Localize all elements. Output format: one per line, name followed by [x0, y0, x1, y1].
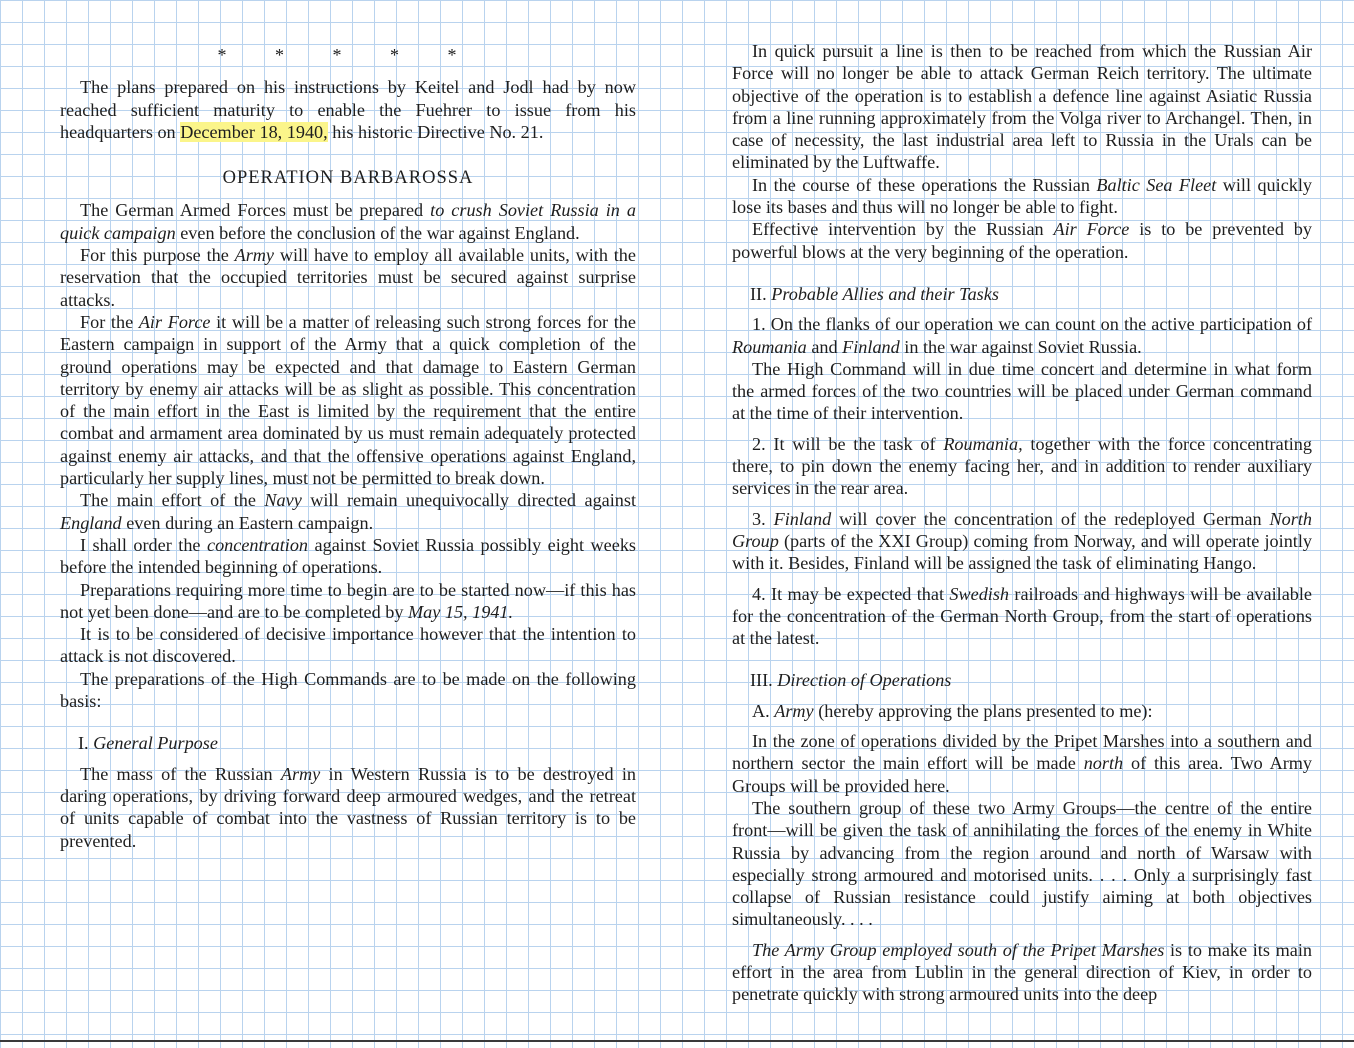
- paragraph: The High Command will in due time concert and determine in what form the armed forces of the two countries will be placed under German command at the time of their intervention.: [732, 358, 1312, 424]
- right-page: [732, 40, 1312, 1006]
- paragraph: 4. It may be expected that Swedish railroads and highways will be available for the concentration of the German North Group, from the start of operations at the latest.: [732, 583, 1312, 649]
- paragraph: In the zone of operations divided by the Pripet Marshes into a southern and northern sector the main effort will be made north of this area. Two Army Groups will be provided here.: [732, 731, 1312, 796]
- paragraph: 3. Finland will cover the concentration of the redeployed German North Group (parts of the XXI Group) coming from Norway, and will operate jointly with it. Besides, Finland will be assigned the task of eliminating Hango.: [732, 508, 1312, 574]
- section-heading-operations: III. Direction of Operations: [750, 670, 952, 691]
- paragraph: Effective intervention by the Russian Air Force is to be prevented by powerful blows at the very beginning of the operation.: [732, 219, 1312, 262]
- paragraph: The German Armed Forces must be prepared to crush Soviet Russia in a quick campaign even before the conclusion of the war against England.: [60, 200, 636, 243]
- section-heading-allies: II. Probable Allies and their Tasks: [750, 283, 999, 304]
- paragraph: 1. On the flanks of our operation we can count on the active participation of Roumania and Finland in the war against Soviet Russia.: [732, 314, 1312, 357]
- paragraph: In the course of these operations the Russian Baltic Sea Fleet will quickly lose its bases and thus will no longer be able to fight.: [732, 174, 1313, 218]
- section-heading-general-purpose: I. General Purpose: [78, 733, 218, 754]
- paragraph: For this purpose the Army will have to employ all available units, with the reservation that the occupied territories must be secured against surprise attacks.: [60, 245, 636, 310]
- paragraph: A. Army (hereby approving the plans presented to me):: [752, 700, 1153, 721]
- paragraph: It is to be considered of decisive importance however that the intention to attack is not discovered.: [60, 624, 636, 667]
- paragraph: In quick pursuit a line is then to be reached from which the Russian Air Force will no longer be able to attack German Reich territory. The ultimate objective of the operation is to establish a defence line against Asiatic Russia from a line running approximately from the Volga river to Archangel. Then, in case of necessity, the last industrial area left to Russia in the Urals can be eliminated by the Luftwaffe.: [732, 41, 1312, 173]
- highlighted-date: December 18, 1940,: [180, 121, 328, 142]
- paragraph: The southern group of these two Army Groups—the centre of the entire front—will be given the task of annihilating the forces of the enemy in White Russia by advancing from the region around and north of Warsaw with especially strong armoured and motorised units. . . . Only a surprisingly fast collapse of Russian resistance could justify aiming at both objectives simultaneously. . . .: [732, 797, 1312, 930]
- left-page: [60, 44, 636, 852]
- paragraph: The preparations of the High Commands are to be made on the following basis:: [60, 668, 636, 712]
- paragraph: I shall order the concentration against Soviet Russia possibly eight weeks before the intended beginning of operations.: [60, 534, 636, 578]
- bottom-rule: [0, 1040, 1354, 1042]
- paragraph: The main effort of the Navy will remain unequivocally directed against England even during an Eastern campaign.: [60, 490, 637, 533]
- paragraph: For the Air Force it will be a matter of releasing such strong forces for the Eastern campaign in support of the Army that a quick completion of the ground operations may be expected and that damage to Eastern German territory by enemy air attacks will be as slight as possible. This concentration of the main effort in the East is limited by the requirement that the entire combat and armament area dominated by us must remain adequately protected against enemy air attacks, and that the offensive operations against England, particularly her supply lines, must not be permitted to break down.: [60, 311, 636, 489]
- directive-title: OPERATION BARBAROSSA: [222, 168, 474, 189]
- section-stars: * * * * *: [217, 45, 479, 65]
- paragraph: The Army Group employed south of the Pripet Marshes is to make its main effort in the area from Lublin in the general direction of Kiev, in order to penetrate quickly with strong armoured units into the deep: [732, 939, 1313, 1005]
- paragraph: 2. It will be the task of Roumania, together with the force concentrating there, to pin down the enemy facing her, and in addition to render auxiliary services in the rear area.: [732, 433, 1312, 499]
- paragraph: The mass of the Russian Army in Western Russia is to be destroyed in daring operations, by driving forward deep armoured wedges, and the retreat of units capable of combat into the vastness of Russian territory is to be prevented.: [60, 763, 636, 851]
- intro-paragraph: The plans prepared on his instructions by Keitel and Jodl had by now reached sufficient maturity to enable the Fuehrer to issue from his headquarters on December 18, 1940, his historic Directive No. 21.: [60, 77, 636, 142]
- paragraph: Preparations requiring more time to begin are to be started now—if this has not yet been done—and are to be completed by May 15, 1941.: [60, 579, 636, 622]
